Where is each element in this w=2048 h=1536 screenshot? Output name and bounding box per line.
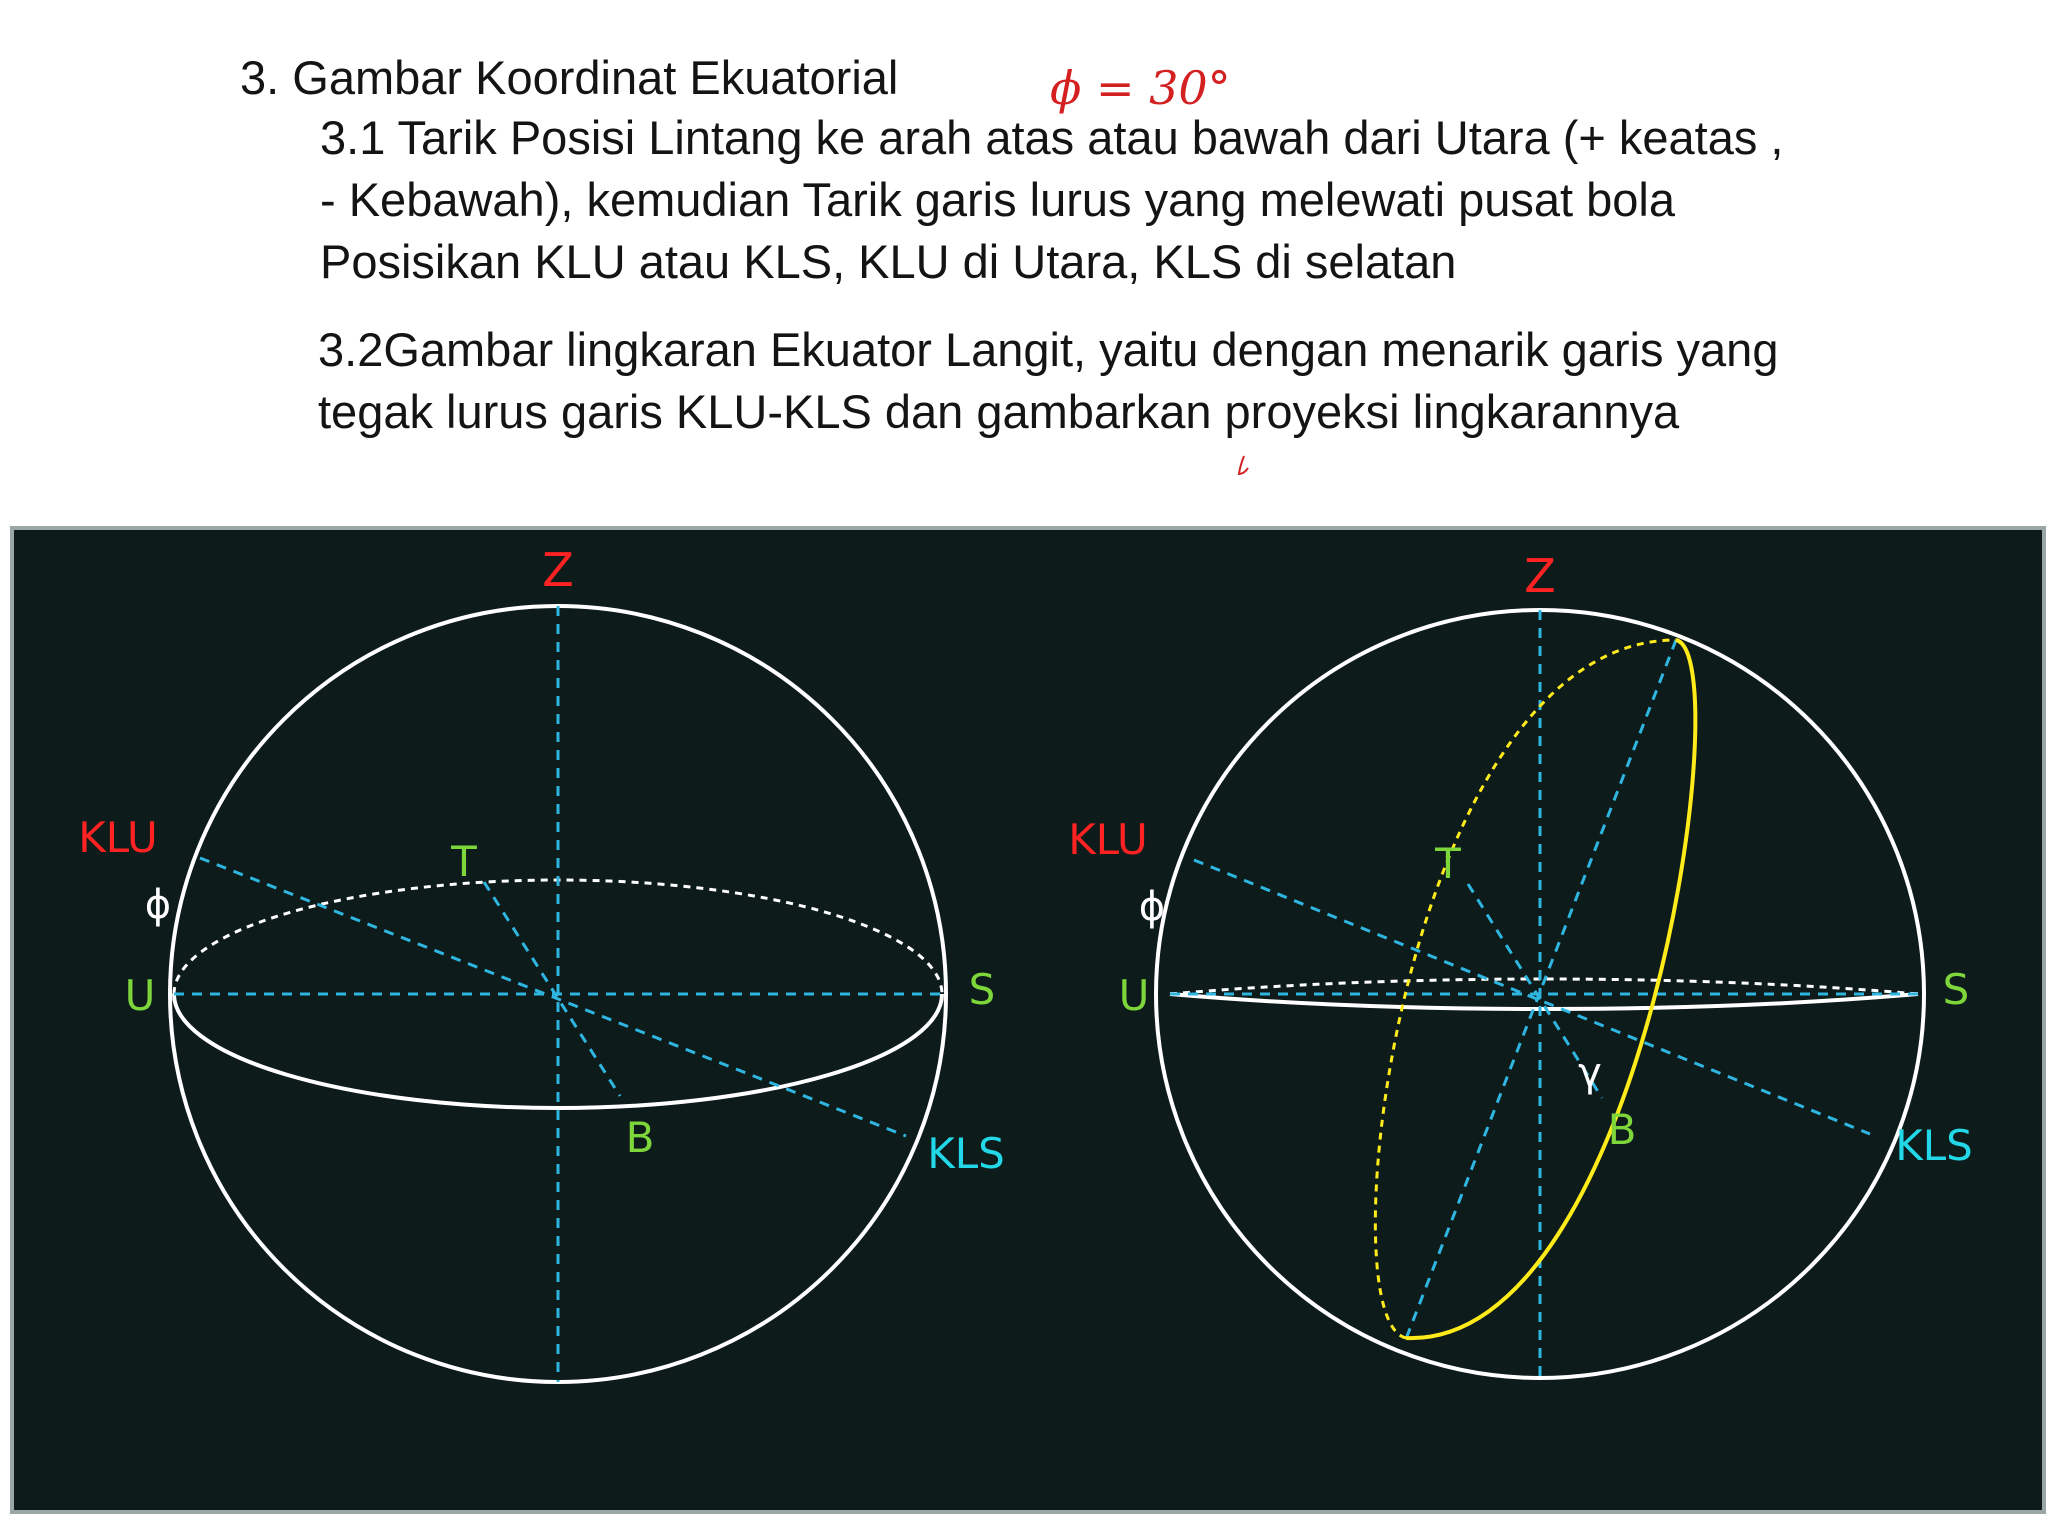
left-east-west-line [484,882,620,1096]
left-sphere [78,543,1005,1382]
right-equator-front [1406,640,1695,1338]
right-polar-axis [1194,860,1870,1134]
celestial-sphere-diagrams [14,530,2042,1510]
left-polar-axis [200,858,906,1136]
right-label-kls: KLS [1895,1121,1973,1170]
left-label-b: B [625,1113,655,1162]
right-label-phi: ϕ [1138,884,1166,930]
step-3-1-line-2: - Kebawah), kemudian Tarik garis lurus yang melewati pusat bola [320,173,1675,226]
right-label-zenith: Z [1524,549,1556,603]
step-3-1-line-3: Posisikan KLU atau KLS, KLU di Utara, KLS di selatan [320,235,1457,288]
right-label-gamma: γ [1578,1050,1602,1096]
right-sphere [1068,549,1973,1378]
right-label-t: T [1435,839,1461,888]
right-equator-back [1375,640,1676,1338]
left-label-s: S [968,965,996,1014]
handwritten-annotation [1050,56,1280,126]
diagram-panel [10,526,2046,1514]
left-label-t: T [451,837,477,886]
step-3-2-line-1: 3.2Gambar lingkaran Ekuator Langit, yaitu dengan menarik garis yang [318,323,1779,376]
step-3-1-line-1: 3.1 Tarik Posisi Lintang ke arah atas atau bawah dari Utara (+ keatas , [320,111,1784,164]
right-label-s: S [1942,965,1970,1014]
left-label-phi: ϕ [144,882,172,928]
left-label-klu: KLU [78,813,158,862]
right-label-b: B [1607,1105,1637,1154]
right-label-klu: KLU [1068,815,1148,864]
section-heading: 3. Gambar Koordinat Ekuatorial [240,51,899,104]
right-label-u: U [1118,971,1150,1020]
step-3-2-line-2: tegak lurus garis KLU-KLS dan gambarkan proyeksi lingkarannya [318,385,1680,438]
left-label-kls: KLS [927,1129,1005,1178]
handwritten-latitude-note: ϕ = 30° [1050,61,1231,115]
left-label-zenith: Z [542,543,574,597]
left-label-u: U [124,971,156,1020]
pen-mark-icon [1236,454,1256,480]
